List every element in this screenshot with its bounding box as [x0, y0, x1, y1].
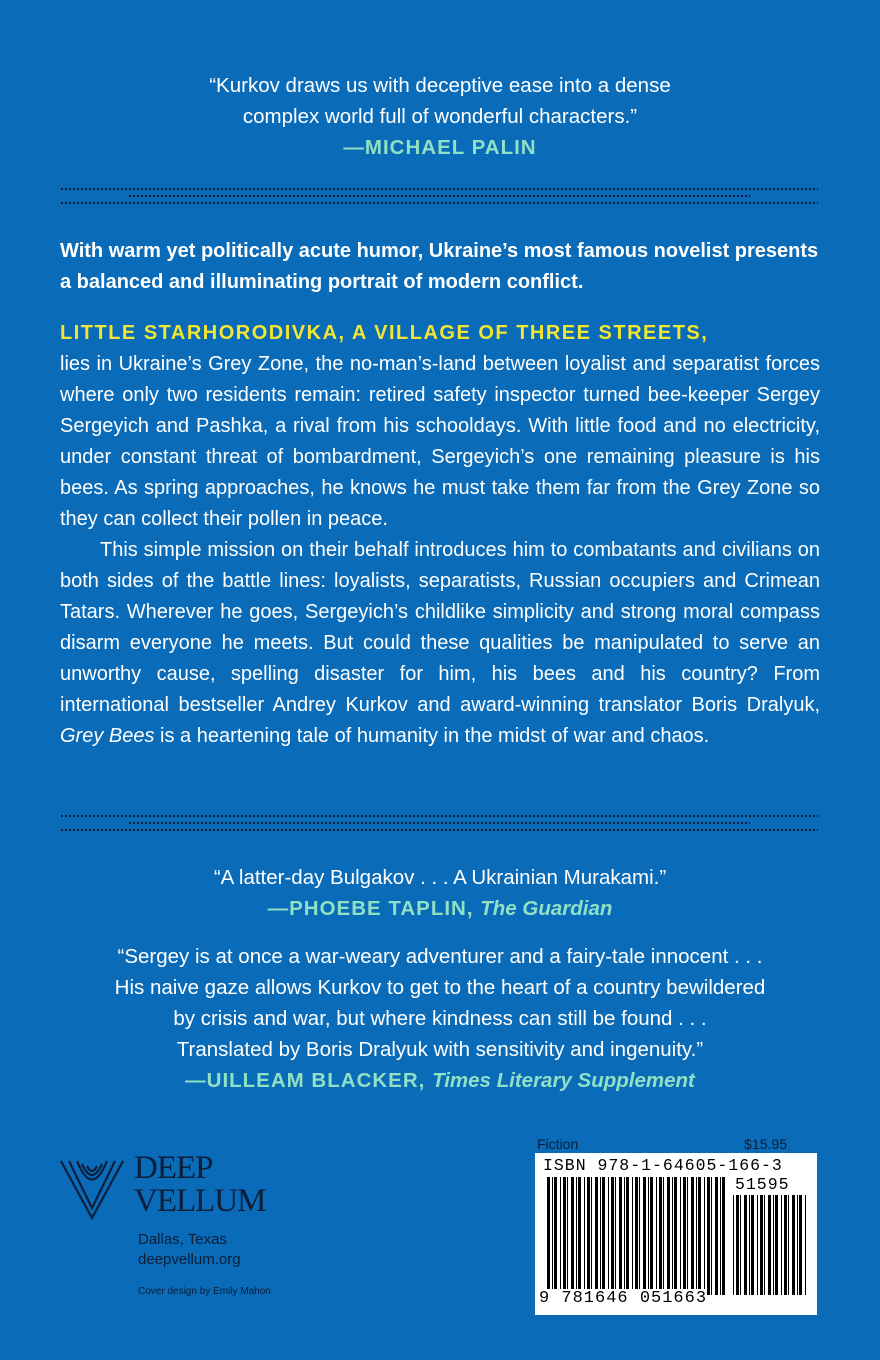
- logo-line-vellum: VELLUM: [134, 1183, 266, 1219]
- tls-quote-attribution: [0, 1065, 880, 1096]
- guardian-quote-attribution: [0, 893, 880, 924]
- divider-dots: [60, 187, 818, 191]
- publisher-website: deepvellum.org: [138, 1251, 241, 1268]
- guardian-attribution-name: —PHOEBE TAPLIN,: [267, 897, 474, 920]
- barcode-addon-number: 51595: [735, 1175, 790, 1194]
- tls-quote-line1: “Sergey is at once a war-weary adventurer and a fairy-tale innocent . . .: [117, 945, 763, 968]
- description-paragraph-2: [60, 535, 820, 752]
- barcode: [535, 1153, 817, 1315]
- tls-quote: [0, 941, 880, 1096]
- price-label: $15.95: [744, 1136, 787, 1152]
- divider-dots: [128, 194, 750, 198]
- tls-quote-line4: Translated by Boris Dralyuk with sensitivity and ingenuity.”: [176, 1038, 704, 1061]
- addon-barcode-bars: [733, 1195, 809, 1295]
- divider-dots: [60, 814, 818, 818]
- cover-credit: Cover design by Emily Mahon: [138, 1286, 271, 1297]
- guardian-source: The Guardian: [480, 897, 613, 920]
- paragraph-2-text: This simple mission on their behalf introduces him to combatants and civilians on both sides of the battle lines: loyalists, separatists, Russian occupiers and Crimean Tatars. Wherever he goes, Sergeyich’s childlike simplicity and strong moral compass disarm everyone he meets. But could these qualities be manipulated to serve an unworthy cause, spelling disaster for him, his bees and his country? From international bestseller Andrey Kurkov and award-winning translator Boris Dralyuk,: [60, 539, 820, 716]
- publisher-info: [138, 1230, 241, 1270]
- isbn-text: ISBN 978-1-64605-166-3: [543, 1156, 783, 1175]
- guardian-quote: [0, 862, 880, 924]
- top-quote: [0, 70, 880, 163]
- book-title: Grey Bees: [60, 725, 155, 747]
- category-label: Fiction: [537, 1136, 579, 1152]
- ean-barcode-bars: [547, 1177, 725, 1295]
- tls-attribution-name: —UILLEAM BLACKER,: [185, 1069, 426, 1092]
- description-caps-opening: LITTLE STARHORODIVKA, A VILLAGE OF THREE STREETS,: [60, 322, 709, 344]
- divider-dots: [60, 828, 818, 832]
- ean-number: 9 781646 051663: [539, 1289, 708, 1308]
- tls-quote-line3: by crisis and war, but where kindness can still be found . . .: [173, 1007, 707, 1030]
- tls-quote-line2: His naive gaze allows Kurkov to get to the heart of a country bewildered: [114, 976, 766, 999]
- paragraph-2-text-end: is a heartening tale of humanity in the midst of war and chaos.: [154, 725, 710, 747]
- tls-source: Times Literary Supplement: [432, 1069, 695, 1092]
- description-paragraph-1: lies in Ukraine’s Grey Zone, the no-man’s-land between loyalist and separatist forces where only two residents remain: retired safety inspector turned bee-keeper Sergey Sergeyich and Pashka, a rival from his schooldays. With little food and no electricity, under constant threat of bombardment, Sergeyich’s one remaining pleasure is his bees. As spring approaches, he knows he must take them far from the Grey Zone so they can collect their pollen in peace.: [60, 353, 820, 530]
- description: [60, 318, 820, 752]
- publisher-logo-text: [134, 1152, 265, 1218]
- top-quote-attribution: —MICHAEL PALIN: [343, 136, 537, 159]
- top-quote-line2: complex world full of wonderful characters.”: [242, 105, 638, 128]
- publisher-city: Dallas, Texas: [138, 1231, 227, 1248]
- divider-dots: [128, 821, 750, 825]
- guardian-quote-text: “A latter-day Bulgakov . . . A Ukrainian Murakami.”: [213, 866, 667, 889]
- divider-dots: [60, 201, 818, 205]
- top-quote-line1: “Kurkov draws us with deceptive ease into a dense: [209, 74, 671, 97]
- logo-line-deep: DEEP: [134, 1150, 213, 1186]
- barcode-header: [537, 1136, 787, 1152]
- lead-paragraph: With warm yet politically acute humor, Ukraine’s most famous novelist presents a balanced and illuminating portrait of modern conflict.: [60, 240, 819, 293]
